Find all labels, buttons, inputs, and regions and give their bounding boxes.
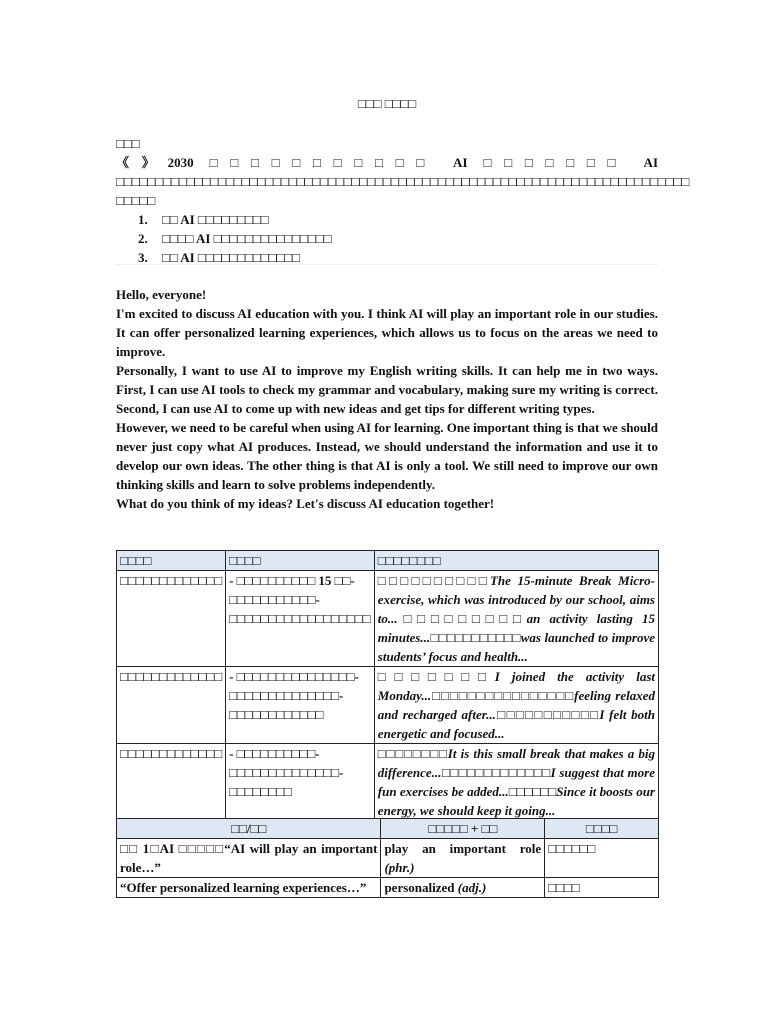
example-phrase: an activity lasting 15 minutes... <box>377 611 655 645</box>
vocab-term: play an important role <box>384 841 542 856</box>
prompt-label: □□□ <box>116 136 140 151</box>
part-of-speech: (phr.) <box>384 860 415 875</box>
requirements-list <box>116 210 658 267</box>
example-label: □□□□□□□ <box>377 669 495 684</box>
requirement-number: 1. <box>138 212 148 227</box>
requirement-number: 3. <box>138 250 148 265</box>
example-label: □□□□□□□□□□□□□ <box>441 765 551 780</box>
source-sentence-cell: □□ 1□AI □□□□□“AI will play an important role…” <box>117 839 381 878</box>
example-phrase: I felt both energetic and focused... <box>377 707 655 741</box>
vocab-cell <box>381 839 545 878</box>
essay-closing: What do you think of my ideas? Let's discuss AI education together! <box>116 496 495 511</box>
expression-cell <box>374 744 658 821</box>
document-title: □□□ □□□□ <box>357 96 417 111</box>
prompt-section <box>116 134 690 267</box>
essay-paragraph: I'm excited to discuss AI education with you. I think AI will play an important role in our studies. It can offer personalized learning experiences, which allows us to focus on the areas we need to improve. <box>116 306 658 359</box>
table-row <box>117 667 659 744</box>
essay-paragraph: However, we need to be careful when using AI for learning. One important thing is that we should never just copy what AI produces. Instead, we should understand the information and use it to develop our own ideas. The other thing is that AI is only a tool. We still need to improve our own thinking skills and learn to solve problems independently. <box>116 420 658 492</box>
vocab-term: personalized <box>384 880 455 895</box>
vocabulary-table <box>116 818 659 898</box>
content-cell: - □□□□□□□□□□□□□□□-□□□□□□□□□□□□□□- □□□□□□□□□□□□ <box>226 667 375 744</box>
table-header-row <box>117 819 659 839</box>
example-label: □□□□□□□□ <box>377 746 448 761</box>
requirement-text: □□ AI □□□□□□□□□ <box>162 212 269 227</box>
table-header-cell: □□□□□ + □□ <box>381 819 545 839</box>
example-label: □□□□□□□□□ <box>397 611 527 626</box>
table-header-cell: □□□□ <box>226 551 375 571</box>
section-cell: □□□□□□□□□□□□□ <box>117 667 226 744</box>
requirement-item <box>116 210 658 229</box>
example-label: □□□□□□□□□□□□□□□□ <box>431 688 575 703</box>
table-header-cell: □□□□ <box>117 551 226 571</box>
table-header-cell: □□/□□ <box>117 819 381 839</box>
prompt-text: 《》2030 □□□□□□□□□□□ AI □□□□□□□ AI □□□□□□□□□□□□□□□□□□□□□□□□□□□□□□□□□□□□□□□□□□□□□□□□□□□□□□□□□□□□□□□□□□□□□□□□□ <box>116 155 690 189</box>
requirements-label: □□□□□ <box>116 193 156 208</box>
content-cell: - □□□□□□□□□□ 15 □□-□□□□□□□□□□□- □□□□□□□□□□□□□□□□□□ <box>226 571 375 667</box>
vocab-cell <box>381 878 545 898</box>
section-divider <box>116 264 658 265</box>
example-phrase: feeling relaxed and recharged after... <box>377 688 655 722</box>
example-label: □□□□□□□□□□□ <box>495 707 600 722</box>
table-header-cell: □□□□ <box>545 819 659 839</box>
essay-section <box>116 285 658 513</box>
requirement-number: 2. <box>138 231 148 246</box>
expression-cell <box>374 667 658 744</box>
table-header-row <box>117 551 659 571</box>
example-label: □□□□□□□□□□ <box>377 573 490 588</box>
expression-cell <box>374 571 658 667</box>
section-cell: □□□□□□□□□□□□□ <box>117 744 226 821</box>
requirement-text: □□ AI □□□□□□□□□□□□□ <box>162 250 301 265</box>
essay-paragraph: Personally, I want to use AI to improve my English writing skills. It can help me in two ways. First, I can use AI tools to check my grammar and vocabulary, making sure my writing is correct. Second, I can use AI to come up with new ideas and get tips for different writing types. <box>116 363 658 416</box>
example-phrase: Since it boosts our energy, we should keep it going... <box>377 784 655 818</box>
meaning-cell: □□□□□□ <box>545 839 659 878</box>
example-label: □□□□□□ <box>508 784 557 799</box>
requirement-item <box>116 229 658 248</box>
example-phrase: The 15-minute Break Micro-exercise, which was introduced by our school, aims to... <box>377 573 655 626</box>
section-cell: □□□□□□□□□□□□□ <box>117 571 226 667</box>
example-phrase: was launched to improve students’ focus and health... <box>377 630 655 664</box>
table-header-cell: □□□□□□□□ <box>374 551 658 571</box>
essay-greeting: Hello, everyone! <box>116 287 207 302</box>
table-row <box>117 839 659 878</box>
writing-structure-table <box>116 550 659 821</box>
table-row <box>117 878 659 898</box>
part-of-speech: (adj.) <box>457 880 487 895</box>
example-label: □□□□□□□□□□□ <box>430 630 521 645</box>
example-phrase: It is this small break that makes a big difference... <box>377 746 655 780</box>
table-row <box>117 744 659 821</box>
example-phrase: I suggest that more fun exercises be added... <box>377 765 656 799</box>
source-sentence-cell: “Offer personalized learning experiences…” <box>117 878 381 898</box>
content-cell: - □□□□□□□□□□- □□□□□□□□□□□□□□- □□□□□□□□ <box>226 744 375 821</box>
requirement-text: □□□□ AI □□□□□□□□□□□□□□□ <box>162 231 332 246</box>
example-phrase: I joined the activity last Monday... <box>377 669 656 703</box>
table-row <box>117 571 659 667</box>
meaning-cell: □□□□ <box>545 878 659 898</box>
